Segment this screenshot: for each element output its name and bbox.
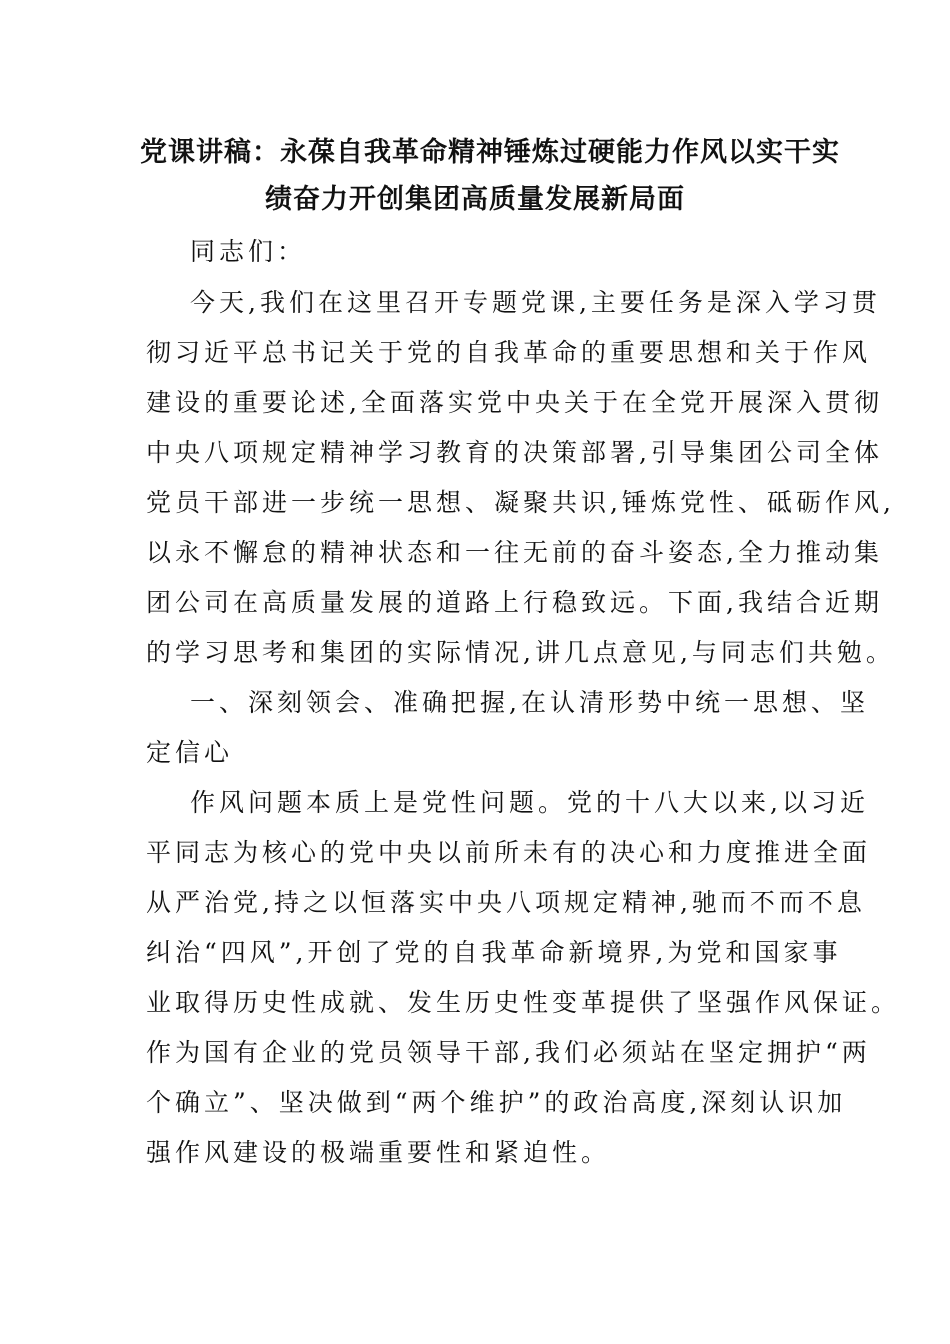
paragraph-line: 平同志为核心的党中央以前所未有的决心和力度推进全面 bbox=[146, 838, 872, 867]
paragraph-line: 团公司在高质量发展的道路上行稳致远。下面,我结合近期 bbox=[146, 588, 883, 617]
paragraph-line: 业取得历史性成就、发生历史性变革提供了坚强作风保证。 bbox=[146, 988, 901, 1017]
paragraph-line: 作为国有企业的党员领导干部,我们必须站在坚定拥护“两 bbox=[146, 1038, 871, 1067]
paragraph-line: 今天,我们在这里召开专题党课,主要任务是深入学习贯 bbox=[190, 288, 881, 317]
document-title-line-2: 绩奋力开创集团高质量发展新局面 bbox=[265, 184, 685, 215]
paragraph-line: 党员干部进一步统一思想、凝聚共识,锤炼党性、砥砺作风, bbox=[146, 488, 895, 517]
paragraph-line: 的学习思考和集团的实际情况,讲几点意见,与同志们共勉。 bbox=[146, 638, 895, 667]
document-title-line-1: 党课讲稿：永葆自我革命精神锤炼过硬能力作风以实干实 bbox=[140, 137, 840, 168]
paragraph-line: 强作风建设的极端重要性和紧迫性。 bbox=[146, 1138, 611, 1167]
paragraph-line: 彻习近平总书记关于党的自我革命的重要思想和关于作风 bbox=[146, 338, 872, 367]
salutation: 同志们： bbox=[190, 237, 307, 266]
section-heading-line: 定信心 bbox=[146, 738, 234, 767]
section-heading-line: 一、深刻领会、准确把握,在认清形势中统一思想、坚 bbox=[190, 688, 869, 717]
paragraph-line: 从严治党,持之以恒落实中央八项规定精神,驰而不而不息 bbox=[146, 888, 866, 917]
paragraph-line: 中央八项规定精神学习教育的决策部署,引导集团公司全体 bbox=[146, 438, 883, 467]
paragraph-line: 个确立”、坚决做到“两个维护”的政治高度,深刻认识加 bbox=[146, 1088, 847, 1117]
paragraph-line: 作风问题本质上是党性问题。党的十八大以来,以习近 bbox=[190, 788, 869, 817]
paragraph-line: 建设的重要论述,全面落实党中央关于在全党开展深入贯彻 bbox=[146, 388, 883, 417]
paragraph-line: 纠治“四风”,开创了党的自我革命新境界,为党和国家事 bbox=[146, 938, 842, 967]
paragraph-line: 以永不懈怠的精神状态和一往无前的奋斗姿态,全力推动集 bbox=[146, 538, 883, 567]
